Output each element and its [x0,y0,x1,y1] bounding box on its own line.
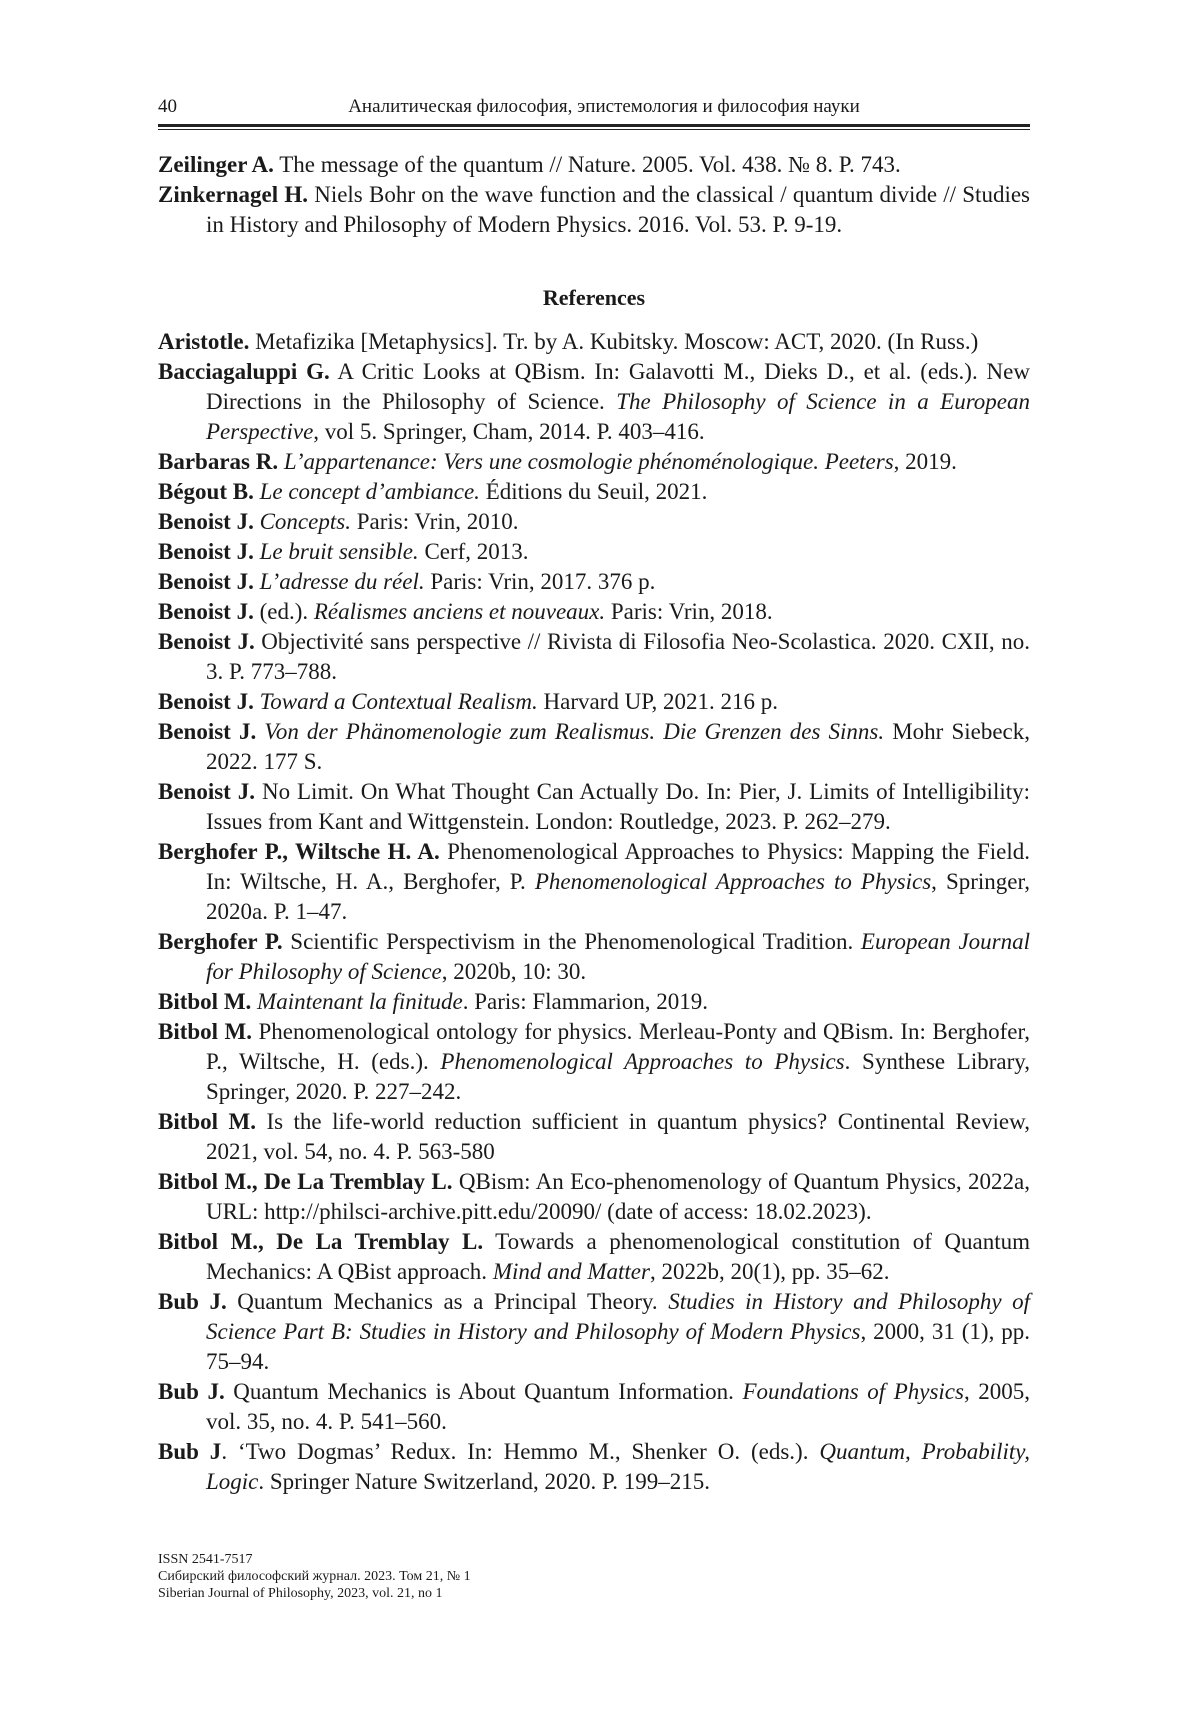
reference-text: Scientific Perspectivism in the Phenomenological Tradition. [282,929,861,954]
reference-author: Benoist J. [158,779,256,804]
reference-author: Benoist J. [158,719,257,744]
reference-text: , vol 5. Springer, Cham, 2014. P. 403–416. [313,419,705,444]
reference-author: Benoist J. [158,599,254,624]
references-heading: References [542,285,646,310]
reference-text: , 2019. [893,449,957,474]
reference-author: Benoist J. [158,509,254,534]
reference-text: No Limit. On What Thought Can Actually Do. In: Pier, J. Limits of Intelligibility: Issues from Kant and Wittgenstein. London: Routledge, 2023. P. 262–279. [206,779,1031,834]
reference-author: Benoist J. [158,569,254,594]
reference-entry [158,777,1030,837]
page-footer [158,1551,471,1602]
reference-author: Benoist J. [158,689,254,714]
reference-text: , 2022b, 20(1), pp. 35–62. [649,1259,890,1284]
reference-title: Phenomenological Approaches to Physics [534,869,932,894]
reference-author: Benoist J. [158,539,254,564]
reference-text: , 2005, vol. 35, no. 4. P. 541–560. [206,1379,1030,1434]
reference-entry [158,687,1030,717]
reference-author: Bitbol M., De La Tremblay L. [158,1229,484,1254]
reference-author: Bitbol M. [158,989,252,1014]
header-rule-thick [158,124,1030,127]
reference-text: Phenomenological ontology for physics. Merleau-Ponty and QBism. In: Berghofer, P., Wiltsche, H. (eds.). [206,1019,1031,1074]
reference-text: Paris: Vrin, 2018. [605,599,773,624]
reference-text: Mohr Siebeck, 2022. 177 S. [206,719,1030,774]
reference-text: Cerf, 2013. [418,539,529,564]
reference-text: The message of the quantum // Nature. 2005. Vol. 438. № 8. P. 743. [273,152,901,177]
prior-reference-list [158,150,1030,240]
reference-entry [158,837,1030,927]
reference-text: QBism: An Eco-phenomenology of Quantum Physics, 2022a, URL: http://philsci-archive.pitt.edu/20090/ (date of access: 18.02.2023). [206,1169,1030,1224]
reference-text: , 2000, 31 (1), pp. 75–94. [206,1319,1031,1374]
reference-title: Toward a Contextual Realism. [259,689,538,714]
reference-text: Éditions du Seuil, 2021. [479,479,708,504]
reference-entry [158,1017,1030,1107]
reference-entry [158,1377,1030,1437]
reference-title: The Philosophy of Science in a European Perspective [206,389,1030,444]
reference-entry [158,1437,1030,1497]
reference-author: Benoist J. [158,629,255,654]
reference-author: Bub J. [158,1289,227,1314]
reference-entry [158,717,1030,777]
reference-entry [158,150,1030,180]
reference-author: Zinkernagel H. [158,182,308,207]
reference-title: Von der Phänomenologie zum Realismus. Die Grenzen des Sinns. [264,719,885,744]
reference-author: Barbaras R. [158,449,279,474]
reference-title: Le bruit sensible. [259,539,419,564]
reference-text: Quantum Mechanics as a Principal Theory. [226,1289,669,1314]
reference-text: Niels Bohr on the wave function and the classical / quantum divide // Studies in History and Philosophy of Modern Physics. 2016. Vol. 53. P. 9-19. [206,182,1030,237]
reference-text: Quantum Mechanics is About Quantum Information. [224,1379,743,1404]
reference-text: A Critic Looks at QBism. In: Galavotti M., Dieks D., et al. (eds.). New Directions in the Philosophy of Science. [206,359,1030,414]
reference-author: Bub J [158,1439,222,1464]
footer-journal-ru: Сибирский философский журнал. 2023. Том 21, № 1 [158,1569,471,1584]
reference-entry [158,627,1030,687]
reference-entry [158,1227,1030,1287]
reference-author: Bub J. [158,1379,225,1404]
footer-issn: ISSN 2541-7517 [158,1552,253,1567]
reference-author: Bitbol M. [158,1019,252,1044]
reference-author: Zeilinger A. [158,152,274,177]
footer-journal-en: Siberian Journal of Philosophy, 2023, vol. 21, no 1 [158,1586,443,1601]
reference-text: Paris: Vrin, 2017. 376 p. [424,569,656,594]
reference-text: . Paris: Flammarion, 2019. [462,989,709,1014]
reference-title: Concepts. [259,509,351,534]
reference-text: Harvard UP, 2021. 216 p. [537,689,778,714]
reference-entry [158,507,1030,537]
reference-text: , Springer, 2020a. P. 1–47. [206,869,1031,924]
reference-text: Paris: Vrin, 2010. [350,509,519,534]
reference-entry [158,477,1030,507]
reference-author: Bitbol M., De La Tremblay L. [158,1169,453,1194]
reference-text: Is the life-world reduction sufficient in quantum physics? Continental Review, 2021, vol. 54, no. 4. P. 563-580 [206,1109,1030,1164]
reference-entry [158,1107,1030,1167]
reference-text: , 2020b, 10: 30. [441,959,587,984]
running-header [158,96,1030,118]
page-number: 40 [158,96,177,117]
reference-entry [158,357,1030,447]
reference-entry [158,1287,1030,1377]
reference-entry [158,567,1030,597]
reference-text: Metafizika [Metaphysics]. Tr. by A. Kubitsky. Moscow: ACT, 2020. (In Russ.) [249,329,979,354]
reference-author: Berghofer P. [158,929,283,954]
reference-entry [158,447,1030,477]
reference-title: L’appartenance: Vers une cosmologie phénoménologique. Peeters [283,449,894,474]
reference-entry [158,927,1030,987]
reference-title: European Journal for Philosophy of Science [206,929,1031,984]
reference-author: Bégout B. [158,479,254,504]
header-rule-thin [158,129,1030,130]
reference-title: Le concept d’ambiance. [259,479,480,504]
reference-entry [158,537,1030,567]
reference-author: Bacciagaluppi G. [158,359,330,384]
reference-entry [158,180,1030,240]
reference-author: Berghofer P., Wiltsche H. A. [158,839,440,864]
reference-text: Objectivité sans perspective // Rivista di Filosofia Neo-Scolastica. 2020. CXII, no. 3. P. 773–788. [206,629,1030,684]
reference-author: Aristotle. [158,329,250,354]
reference-text: Towards a phenomenological constitution of Quantum Mechanics: A QBist approach. [206,1229,1030,1284]
reference-title: Réalismes anciens et nouveaux. [313,599,606,624]
reference-text: . Synthese Library, Springer, 2020. P. 227–242. [206,1049,1030,1104]
reference-title: Phenomenological Approaches to Physics [440,1049,845,1074]
reference-title: Maintenant la finitude [257,989,463,1014]
reference-author: Bitbol M. [158,1109,256,1134]
running-title: Аналитическая философия, эпистемология и философия науки [348,96,860,117]
reference-entry [158,1167,1030,1227]
reference-title: L’adresse du réel. [259,569,425,594]
reference-text: Phenomenological Approaches to Physics: Mapping the Field. In: Wiltsche, H. A., Berghofer, P. [206,839,1031,894]
reference-entry [158,987,1030,1017]
reference-list [158,327,1030,1497]
reference-title: Mind and Matter [492,1259,650,1284]
reference-entry [158,597,1030,627]
reference-text: (ed.). [253,599,314,624]
reference-text: . Springer Nature Switzerland, 2020. P. 199–215. [258,1469,711,1494]
reference-text: . ‘Two Dogmas’ Redux. In: Hemmo M., Shenker O. (eds.). [221,1439,820,1464]
reference-title: Quantum, Probability, Logic [206,1439,1030,1494]
reference-title: Studies in History and Philosophy of Science Part B: Studies in History and Philosophy of Modern Physics [206,1289,1030,1344]
reference-entry [158,327,1030,357]
reference-title: Foundations of Physics [742,1379,964,1404]
